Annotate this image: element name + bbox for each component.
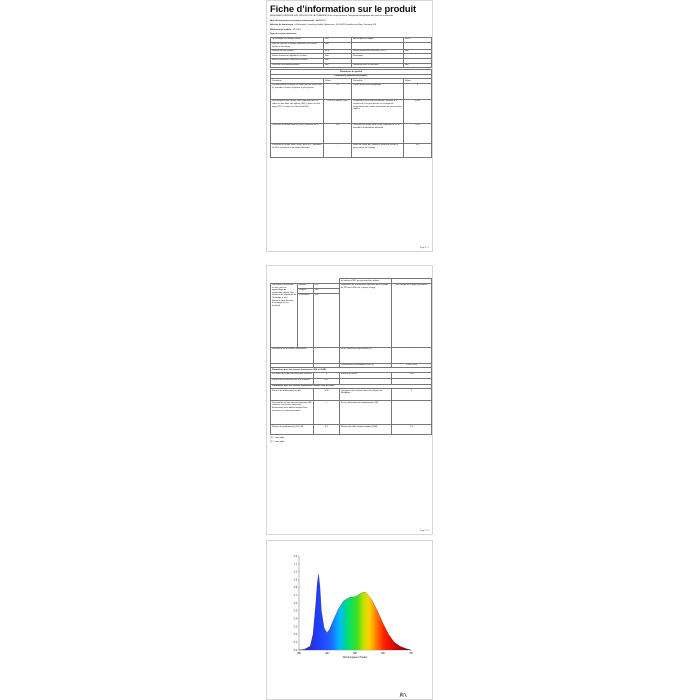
param-label: Coordonnées chromatiques (x et y) (340, 363, 392, 368)
y-tick-label: 1.2 (293, 555, 297, 558)
param-value: -/- (314, 401, 340, 425)
x-tick-label: 580 (353, 653, 357, 655)
table-row (271, 401, 432, 425)
y-tick-label: 1.0 (293, 571, 297, 574)
spectrum-area (299, 574, 411, 650)
model-label: Référence du modèle : (270, 28, 293, 31)
supplier-address-label: Adresse du fournisseur : (270, 24, 295, 27)
param-value: - (314, 347, 340, 363)
param-value: Non (404, 63, 432, 68)
param-value: LED (324, 37, 352, 42)
supplier-name-line (270, 20, 429, 23)
dim-name: Largeur (298, 288, 314, 293)
dim-value: 240 (314, 288, 340, 293)
y-tick-label: 0.9 (293, 579, 297, 582)
x-tick-label: 680 (381, 653, 385, 655)
param-label: Flux lumineux utile (Φuse), avec indication qu'il se réfère au flux dans une sphère (360°), dans un cône large (120°) ou dans un cône étroit (90°) (271, 99, 324, 123)
y-tick-label: 0.4 (293, 618, 297, 621)
param-value: 0,99 (314, 389, 340, 401)
param-label: Température de couleur proximale, arrondie à la centaine de K la plus proche, ou la plage de températures de couleur proximales qui peuvent être réglées (352, 99, 404, 123)
param-value: 3 000 (404, 99, 432, 123)
document-page-1 (266, 0, 433, 252)
params-heading: Paramètres du produit (271, 70, 432, 75)
param-label: Facteur de survie (340, 372, 392, 378)
x-axis-label: Nom(Longueur d'onde) (342, 656, 368, 659)
mls-heading: Paramètres pour les sources lumineuses secteur LED et OLED: (271, 384, 432, 389)
supplier-name: AVERSUY (315, 19, 326, 22)
params-table-continued (270, 278, 432, 435)
param-value: 5 (392, 389, 432, 401)
table-row (271, 83, 432, 99)
dim-name: Hauteur (298, 283, 314, 288)
param-value: 0,2 (314, 425, 340, 435)
params-general-heading: Paramètres généraux du produit: (271, 74, 432, 79)
cri-continued-text: de valeurs d'IRC qui peuvent être réglées (340, 279, 392, 284)
params-table (270, 69, 432, 158)
page-title: Fiche d’information sur le produit (270, 3, 417, 14)
footnote: (1) '-' sans objet; (270, 437, 285, 440)
header-param: Paramètre (271, 79, 324, 84)
param-label: Puissance en mode marche (Pon), exprimée en W (271, 123, 324, 143)
param-value: NDLS (404, 37, 432, 42)
param-label: Enveloppe: (352, 54, 404, 59)
document-page-2 (266, 265, 433, 535)
dim-value: 559 (314, 283, 340, 288)
param-label: Facteur de conservation du flux lumineux (271, 378, 314, 384)
param-value: 0 (314, 372, 340, 378)
param-value: MLS (324, 49, 352, 54)
y-tick-label: 0.5 (293, 610, 297, 613)
table-row (271, 63, 432, 68)
param-value: F (404, 83, 432, 99)
param-label: Type de culot de la source lumineuse (ou d'autre interface électrique) (271, 42, 324, 49)
model-reference: ST-1002 (292, 28, 301, 31)
y-tick-label: 0.6 (293, 602, 297, 605)
param-value: 0,96 (392, 372, 432, 378)
spectral-label: Distribution de la puissance spectrale dans la plage de 250 nm à 800 nm, à pleine charge (340, 283, 392, 347)
param-value: Non (404, 49, 432, 54)
table-row (271, 123, 432, 143)
table-row (271, 389, 432, 401)
param-value: 2 300 sur Sphère (360°) (324, 99, 352, 123)
y-tick-label: 0.3 (293, 626, 297, 629)
param-label: Déclaration de puissance équivalente (271, 347, 314, 363)
spectral-value: Voir l'image de la page précédente (392, 283, 432, 347)
x-tick-label: 780 (409, 653, 413, 655)
param-value: - (404, 54, 432, 59)
header-param: Paramètre (352, 79, 404, 84)
param-value: Non (324, 63, 352, 68)
param-value: 0,00 (404, 123, 432, 143)
param-label: Source lumineuse connectée (SLC): (352, 49, 404, 54)
param-label: Utilisation avec un variateur: (352, 63, 404, 68)
table-row (271, 42, 432, 49)
param-label: Constance des couleurs dans les ellipses de MacAdam (340, 389, 392, 401)
param-value: - (392, 401, 432, 425)
x-tick-label: 480 (325, 653, 329, 655)
param-label (352, 42, 404, 49)
param-value: 0,439 0,405 (392, 363, 432, 368)
param-label: Si oui, puissance équivalente (W) (340, 347, 392, 363)
model-line (270, 29, 429, 32)
supplier-address-line (270, 24, 429, 27)
table-row (271, 143, 432, 157)
param-label: Technologie d'éclairage utilisée: (271, 37, 324, 42)
param-label: Déclarations qu'une source lumineuse LED remplace une source lumineuse fluorescente sans ballast intégré d'une puissance en watts particulière (271, 401, 314, 425)
param-label: Classe d'efficacité énergétique (352, 83, 404, 99)
param-label: Non-dirigée ou dirigée: (352, 37, 404, 42)
param-label: Puissance en mode veille (Pnet), pour SLC, exprimée en W et arrondie à la deuxième décimale (271, 143, 324, 157)
param-value (404, 42, 432, 49)
table-row (271, 425, 432, 435)
y-tick-label: 1.1 (293, 563, 297, 566)
dim-value: 559 (314, 293, 340, 347)
param-value: Non (324, 58, 352, 63)
regulation-text: RÈGLEMENT DÉLÉGUÉ (UE) 2019/2015 DE LA COMMISSION en ce qui concerne l’étiquetage énergétique des sources lumineuses (270, 15, 394, 17)
header-value: Valeur (404, 79, 432, 84)
param-label: Source lumineuse à luminance élevée: (271, 58, 324, 63)
param-value: 23 (324, 83, 352, 99)
param-label: Secteur ou non secteur: (271, 49, 324, 54)
param-value: N/A (324, 42, 352, 49)
y-tick-label: 0.0 (293, 649, 297, 652)
led-heading: Paramètres pour les sources lumineuses LED et OLED: (271, 368, 432, 373)
x-tick-label: 380 (297, 653, 301, 655)
table-row (271, 99, 432, 123)
supplier-address: eVisionador Consulting GmbH, Brotstrasse. 30, 60325 Frankfurt am Main, Germany, DE (295, 24, 377, 27)
param-label: Puissance en mode veille (Psb), exprimée en W et arrondie à la deuxième décimale (352, 123, 404, 143)
y-tick-label: 0.2 (293, 634, 297, 637)
y-tick-label: 0.7 (293, 594, 297, 597)
document-page-chart (266, 540, 433, 700)
param-value: - (392, 347, 432, 363)
param-value: 0,3 (392, 425, 432, 435)
page-number: Page 2 / 2 (419, 530, 429, 532)
param-label: Consommation d'énergie en mode marche (kWh/1000 h), arrondie à l'entier supérieur le plus proche (271, 83, 324, 99)
footnote: (2) '-' sans objet; (270, 441, 285, 444)
param-label: Facteur de déphasage (cos φ1) (271, 389, 314, 401)
page-number: Page 1 / 2 (419, 247, 429, 249)
signature-mark (399, 692, 408, 698)
param-label: R9 valeur de l'indice de rendu des couleurs (271, 372, 314, 378)
dim-name: Profondeur (298, 293, 314, 347)
y-tick-label: 0.1 (293, 641, 297, 644)
param-label: Indice de rendu des couleurs, arrondi à l'entier le plus proche, ou la plage (352, 143, 404, 157)
supplier-name-label: Nom du fournisseur ou marque commerciale : (270, 19, 316, 22)
y-tick-label: 0.8 (293, 587, 297, 590)
spectral-distribution-chart (267, 541, 432, 699)
type-heading: Type de source lumineuse: (270, 33, 297, 36)
param-value: 0,97 (314, 378, 340, 384)
param-label: Protection anti-éblouissement: (271, 63, 324, 68)
param-label: Source lumineuse réglable en couleur (271, 54, 324, 59)
param-value: 80 (404, 143, 432, 157)
dimensions-label: Dimensions extérieures en mm, sans un appareillage de commande séparé, des éléments de régulation de l'éclairage et des éléments sans fonction d'éclairage (le cas échéant) (271, 283, 298, 347)
param-label: Si oui, déclaration de remplacement (W) (340, 401, 392, 425)
param-label: Mesure du papillotement (Pst LM) (271, 425, 314, 435)
param-label: Mesure de l'effet stroboscopique (SVM) (340, 425, 392, 435)
param-value: - (324, 143, 352, 157)
type-table (270, 37, 432, 68)
param-value: Non (324, 54, 352, 59)
param-value: 11,0 (324, 123, 352, 143)
header-value: Valeur (324, 79, 352, 84)
